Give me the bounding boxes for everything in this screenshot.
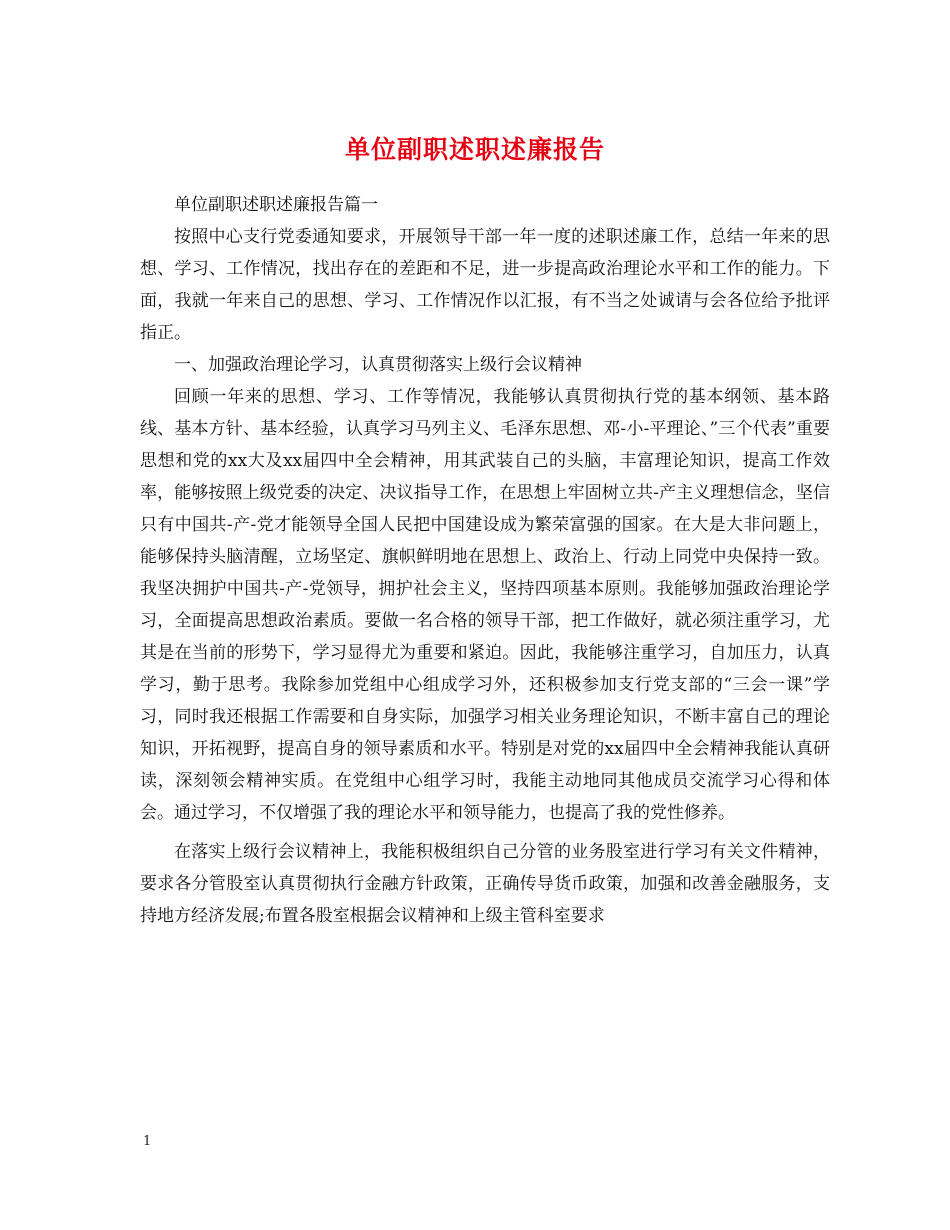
document-body bbox=[140, 189, 830, 932]
page-number: 1 bbox=[143, 1134, 152, 1149]
paragraph-review: 回顾一年来的思想、学习、工作等情况，我能够认真贯彻执行党的基本纲领、基本路线、基本方针、基本经验，认真学习马列主义、毛泽东思想、邓-小-平理论、”三个代表”重要思想和党的xx大及xx届四中全会精神，用其武装自己的头脑，丰富理论知识，提高工作效率，能够按照上级党委的决定、决议指导工作，在思想上牢固树立共-产主义理想信念，坚信只有中国共-产-党才能领导全国人民把中国建设成为繁荣富强的国家。在大是大非问题上，能够保持头脑清醒，立场坚定、旗帜鲜明地在思想上、政治上、行动上同党中央保持一致。我坚决拥护中国共-产-党领导，拥护社会主义，坚持四项基本原则。我能够加强政治理论学习，全面提高思想政治素质。要做一名合格的领导干部，把工作做好，就必须注重学习，尤其是在当前的形势下，学习显得尤为重要和紧迫。因此，我能够注重学习，自加压力，认真学习，勤于思考。我除参加党组中心组成学习外，还积极参加支行党支部的“三会一课”学习，同时我还根据工作需要和自身实际，加强学习相关业务理论知识，不断丰富自己的理论知识，开拓视野，提高自身的领导素质和水平。特别是对党的xx届四中全会精神我能认真研读，深刻领会精神实质。在党组中心组学习时，我能主动地同其他成员交流学习心得和体会。通过学习，不仅增强了我的理论水平和领导能力，也提高了我的党性修养。 bbox=[140, 387, 830, 823]
paragraph-implementation: 在落实上级行会议精神上，我能积极组织自己分管的业务股室进行学习有关文件精神，要求各分管股室认真贯彻执行金融方针政策，正确传导货币政策，加强和改善金融服务，支持地方经济发展;布置各股室根据会议精神和上级主管科室要求 bbox=[140, 842, 830, 926]
paragraph-section-heading: 单位副职述职述廉报告篇一 bbox=[174, 195, 378, 215]
paragraph-intro: 按照中心支行党委通知要求，开展领导干部一年一度的述职述廉工作，总结一年来的思想、学习、工作情况，找出存在的差距和不足，进一步提高政治理论水平和工作的能力。下面，我就一年来自己的思想、学习、工作情况作以汇报，有不当之处诚请与会各位给予批评指正。 bbox=[140, 227, 830, 343]
document-title: 单位副职述职述廉报告 bbox=[344, 135, 605, 164]
paragraph-subheading: 一、加强政治理论学习，认真贯彻落实上级行会议精神 bbox=[174, 355, 582, 375]
